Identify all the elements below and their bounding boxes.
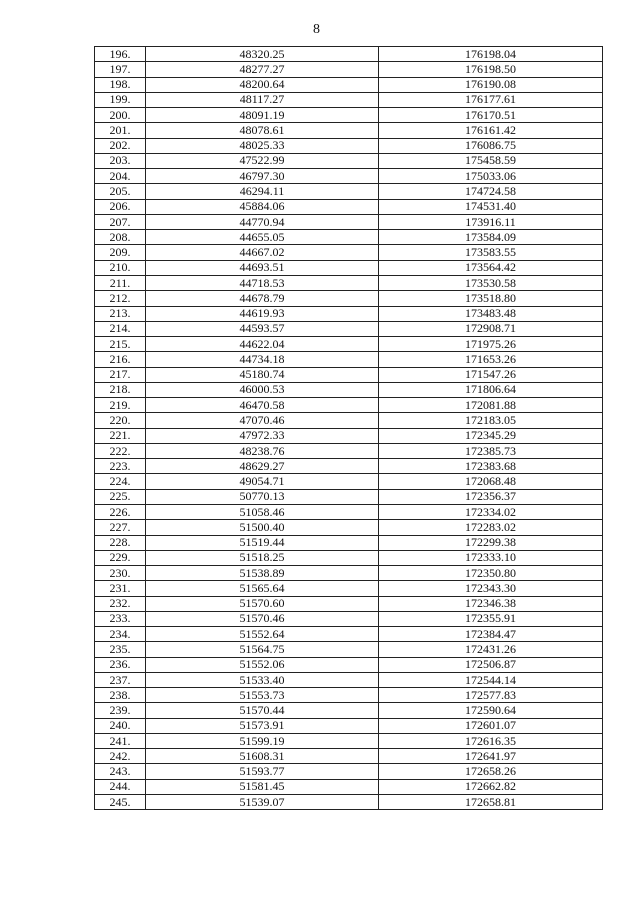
- point-number-cell: 203.: [95, 153, 146, 168]
- point-number-cell: 210.: [95, 260, 146, 275]
- x-coordinate-cell: 51518.25: [146, 550, 379, 565]
- table-row: [95, 749, 603, 764]
- table-row: [95, 443, 603, 458]
- point-number-cell: 218.: [95, 382, 146, 397]
- x-coordinate-cell: 51573.91: [146, 718, 379, 733]
- point-number-cell: 197.: [95, 62, 146, 77]
- point-number-cell: 196.: [95, 47, 146, 62]
- x-coordinate-cell: 46294.11: [146, 184, 379, 199]
- point-number-cell: 241.: [95, 733, 146, 748]
- x-coordinate-cell: 48277.27: [146, 62, 379, 77]
- x-coordinate-cell: 44593.57: [146, 321, 379, 336]
- point-number-cell: 227.: [95, 520, 146, 535]
- point-number-cell: 198.: [95, 77, 146, 92]
- table-row: [95, 92, 603, 107]
- y-coordinate-cell: 172081.88: [379, 398, 603, 413]
- x-coordinate-cell: 51552.06: [146, 657, 379, 672]
- y-coordinate-cell: 172183.05: [379, 413, 603, 428]
- y-coordinate-cell: 173483.48: [379, 306, 603, 321]
- x-coordinate-cell: 51552.64: [146, 627, 379, 642]
- point-number-cell: 240.: [95, 718, 146, 733]
- x-coordinate-cell: 51519.44: [146, 535, 379, 550]
- x-coordinate-cell: 47972.33: [146, 428, 379, 443]
- table-row: [95, 382, 603, 397]
- point-number-cell: 237.: [95, 672, 146, 687]
- table-row: [95, 459, 603, 474]
- table-row: [95, 611, 603, 626]
- point-number-cell: 213.: [95, 306, 146, 321]
- point-number-cell: 207.: [95, 214, 146, 229]
- y-coordinate-cell: 171975.26: [379, 337, 603, 352]
- y-coordinate-cell: 172333.10: [379, 550, 603, 565]
- point-number-cell: 226.: [95, 504, 146, 519]
- x-coordinate-cell: 44734.18: [146, 352, 379, 367]
- point-number-cell: 217.: [95, 367, 146, 382]
- x-coordinate-cell: 51500.40: [146, 520, 379, 535]
- table-row: [95, 703, 603, 718]
- x-coordinate-cell: 48238.76: [146, 443, 379, 458]
- table-row: [95, 260, 603, 275]
- x-coordinate-cell: 48629.27: [146, 459, 379, 474]
- point-number-cell: 234.: [95, 627, 146, 642]
- y-coordinate-cell: 172577.83: [379, 688, 603, 703]
- y-coordinate-cell: 176177.61: [379, 92, 603, 107]
- y-coordinate-cell: 171653.26: [379, 352, 603, 367]
- y-coordinate-cell: 172385.73: [379, 443, 603, 458]
- x-coordinate-cell: 51608.31: [146, 749, 379, 764]
- y-coordinate-cell: 172662.82: [379, 779, 603, 794]
- table-row: [95, 413, 603, 428]
- x-coordinate-cell: 51564.75: [146, 642, 379, 657]
- y-coordinate-cell: 176170.51: [379, 108, 603, 123]
- table-row: [95, 230, 603, 245]
- y-coordinate-cell: 172544.14: [379, 672, 603, 687]
- x-coordinate-cell: 46000.53: [146, 382, 379, 397]
- y-coordinate-cell: 173518.80: [379, 291, 603, 306]
- y-coordinate-cell: 172506.87: [379, 657, 603, 672]
- y-coordinate-cell: 172283.02: [379, 520, 603, 535]
- y-coordinate-cell: 172590.64: [379, 703, 603, 718]
- x-coordinate-cell: 51593.77: [146, 764, 379, 779]
- table-row: [95, 245, 603, 260]
- y-coordinate-cell: 172658.81: [379, 795, 603, 810]
- x-coordinate-cell: 48200.64: [146, 77, 379, 92]
- point-number-cell: 215.: [95, 337, 146, 352]
- point-number-cell: 214.: [95, 321, 146, 336]
- x-coordinate-cell: 47070.46: [146, 413, 379, 428]
- x-coordinate-cell: 51570.44: [146, 703, 379, 718]
- table-row: [95, 62, 603, 77]
- point-number-cell: 228.: [95, 535, 146, 550]
- x-coordinate-cell: 51058.46: [146, 504, 379, 519]
- table-row: [95, 504, 603, 519]
- x-coordinate-cell: 48320.25: [146, 47, 379, 62]
- x-coordinate-cell: 51570.46: [146, 611, 379, 626]
- y-coordinate-cell: 172616.35: [379, 733, 603, 748]
- point-number-cell: 244.: [95, 779, 146, 794]
- y-coordinate-cell: 172641.97: [379, 749, 603, 764]
- point-number-cell: 242.: [95, 749, 146, 764]
- y-coordinate-cell: 172356.37: [379, 489, 603, 504]
- x-coordinate-cell: 51539.07: [146, 795, 379, 810]
- y-coordinate-cell: 176086.75: [379, 138, 603, 153]
- point-number-cell: 236.: [95, 657, 146, 672]
- table-row: [95, 657, 603, 672]
- y-coordinate-cell: 171547.26: [379, 367, 603, 382]
- point-number-cell: 245.: [95, 795, 146, 810]
- y-coordinate-cell: 172355.91: [379, 611, 603, 626]
- point-number-cell: 221.: [95, 428, 146, 443]
- table-row: [95, 108, 603, 123]
- point-number-cell: 243.: [95, 764, 146, 779]
- x-coordinate-cell: 51565.64: [146, 581, 379, 596]
- point-number-cell: 238.: [95, 688, 146, 703]
- table-row: [95, 718, 603, 733]
- table-row: [95, 733, 603, 748]
- y-coordinate-cell: 173564.42: [379, 260, 603, 275]
- y-coordinate-cell: 173583.55: [379, 245, 603, 260]
- table-row: [95, 688, 603, 703]
- y-coordinate-cell: 176190.08: [379, 77, 603, 92]
- x-coordinate-cell: 51581.45: [146, 779, 379, 794]
- x-coordinate-cell: 48091.19: [146, 108, 379, 123]
- x-coordinate-cell: 44770.94: [146, 214, 379, 229]
- x-coordinate-cell: 44678.79: [146, 291, 379, 306]
- table-row: [95, 275, 603, 290]
- table-row: [95, 428, 603, 443]
- y-coordinate-cell: 172299.38: [379, 535, 603, 550]
- y-coordinate-cell: 173584.09: [379, 230, 603, 245]
- x-coordinate-cell: 47522.99: [146, 153, 379, 168]
- point-number-cell: 200.: [95, 108, 146, 123]
- x-coordinate-cell: 45884.06: [146, 199, 379, 214]
- x-coordinate-cell: 44718.53: [146, 275, 379, 290]
- point-number-cell: 222.: [95, 443, 146, 458]
- y-coordinate-cell: 172343.30: [379, 581, 603, 596]
- point-number-cell: 231.: [95, 581, 146, 596]
- table-row: [95, 153, 603, 168]
- table-row: [95, 169, 603, 184]
- point-number-cell: 239.: [95, 703, 146, 718]
- table-row: [95, 596, 603, 611]
- table-row: [95, 123, 603, 138]
- x-coordinate-cell: 44655.05: [146, 230, 379, 245]
- y-coordinate-cell: 174531.40: [379, 199, 603, 214]
- page-number: 8: [313, 22, 320, 37]
- y-coordinate-cell: 176198.04: [379, 47, 603, 62]
- table-row: [95, 321, 603, 336]
- point-number-cell: 206.: [95, 199, 146, 214]
- coordinates-table: [94, 46, 603, 810]
- y-coordinate-cell: 172345.29: [379, 428, 603, 443]
- x-coordinate-cell: 44667.02: [146, 245, 379, 260]
- y-coordinate-cell: 173916.11: [379, 214, 603, 229]
- x-coordinate-cell: 48117.27: [146, 92, 379, 107]
- x-coordinate-cell: 45180.74: [146, 367, 379, 382]
- point-number-cell: 216.: [95, 352, 146, 367]
- y-coordinate-cell: 173530.58: [379, 275, 603, 290]
- point-number-cell: 199.: [95, 92, 146, 107]
- coordinates-table-body: [95, 47, 603, 810]
- x-coordinate-cell: 46470.58: [146, 398, 379, 413]
- y-coordinate-cell: 172383.68: [379, 459, 603, 474]
- point-number-cell: 229.: [95, 550, 146, 565]
- y-coordinate-cell: 175458.59: [379, 153, 603, 168]
- table-row: [95, 566, 603, 581]
- table-row: [95, 138, 603, 153]
- y-coordinate-cell: 172346.38: [379, 596, 603, 611]
- x-coordinate-cell: 51570.60: [146, 596, 379, 611]
- x-coordinate-cell: 50770.13: [146, 489, 379, 504]
- y-coordinate-cell: 172908.71: [379, 321, 603, 336]
- y-coordinate-cell: 172601.07: [379, 718, 603, 733]
- x-coordinate-cell: 44622.04: [146, 337, 379, 352]
- x-coordinate-cell: 48078.61: [146, 123, 379, 138]
- point-number-cell: 202.: [95, 138, 146, 153]
- point-number-cell: 224.: [95, 474, 146, 489]
- y-coordinate-cell: 172068.48: [379, 474, 603, 489]
- table-row: [95, 367, 603, 382]
- table-row: [95, 535, 603, 550]
- x-coordinate-cell: 51538.89: [146, 566, 379, 581]
- point-number-cell: 201.: [95, 123, 146, 138]
- table-row: [95, 474, 603, 489]
- y-coordinate-cell: 172658.26: [379, 764, 603, 779]
- table-row: [95, 520, 603, 535]
- x-coordinate-cell: 48025.33: [146, 138, 379, 153]
- point-number-cell: 205.: [95, 184, 146, 199]
- table-row: [95, 184, 603, 199]
- table-row: [95, 337, 603, 352]
- x-coordinate-cell: 49054.71: [146, 474, 379, 489]
- table-row: [95, 764, 603, 779]
- y-coordinate-cell: 172384.47: [379, 627, 603, 642]
- point-number-cell: 208.: [95, 230, 146, 245]
- point-number-cell: 225.: [95, 489, 146, 504]
- point-number-cell: 220.: [95, 413, 146, 428]
- table-row: [95, 306, 603, 321]
- table-row: [95, 672, 603, 687]
- point-number-cell: 223.: [95, 459, 146, 474]
- point-number-cell: 212.: [95, 291, 146, 306]
- x-coordinate-cell: 51599.19: [146, 733, 379, 748]
- table-row: [95, 489, 603, 504]
- point-number-cell: 209.: [95, 245, 146, 260]
- table-row: [95, 642, 603, 657]
- x-coordinate-cell: 44693.51: [146, 260, 379, 275]
- table-row: [95, 398, 603, 413]
- y-coordinate-cell: 172431.26: [379, 642, 603, 657]
- y-coordinate-cell: 171806.64: [379, 382, 603, 397]
- table-row: [95, 352, 603, 367]
- x-coordinate-cell: 51533.40: [146, 672, 379, 687]
- table-row: [95, 581, 603, 596]
- y-coordinate-cell: 172350.80: [379, 566, 603, 581]
- table-row: [95, 795, 603, 810]
- point-number-cell: 233.: [95, 611, 146, 626]
- point-number-cell: 230.: [95, 566, 146, 581]
- y-coordinate-cell: 176161.42: [379, 123, 603, 138]
- point-number-cell: 219.: [95, 398, 146, 413]
- table-row: [95, 291, 603, 306]
- table-row: [95, 47, 603, 62]
- y-coordinate-cell: 175033.06: [379, 169, 603, 184]
- x-coordinate-cell: 46797.30: [146, 169, 379, 184]
- table-row: [95, 550, 603, 565]
- point-number-cell: 235.: [95, 642, 146, 657]
- table-row: [95, 779, 603, 794]
- x-coordinate-cell: 44619.93: [146, 306, 379, 321]
- point-number-cell: 211.: [95, 275, 146, 290]
- y-coordinate-cell: 174724.58: [379, 184, 603, 199]
- x-coordinate-cell: 51553.73: [146, 688, 379, 703]
- table-row: [95, 77, 603, 92]
- table-row: [95, 627, 603, 642]
- point-number-cell: 232.: [95, 596, 146, 611]
- y-coordinate-cell: 172334.02: [379, 504, 603, 519]
- point-number-cell: 204.: [95, 169, 146, 184]
- table-row: [95, 214, 603, 229]
- table-row: [95, 199, 603, 214]
- y-coordinate-cell: 176198.50: [379, 62, 603, 77]
